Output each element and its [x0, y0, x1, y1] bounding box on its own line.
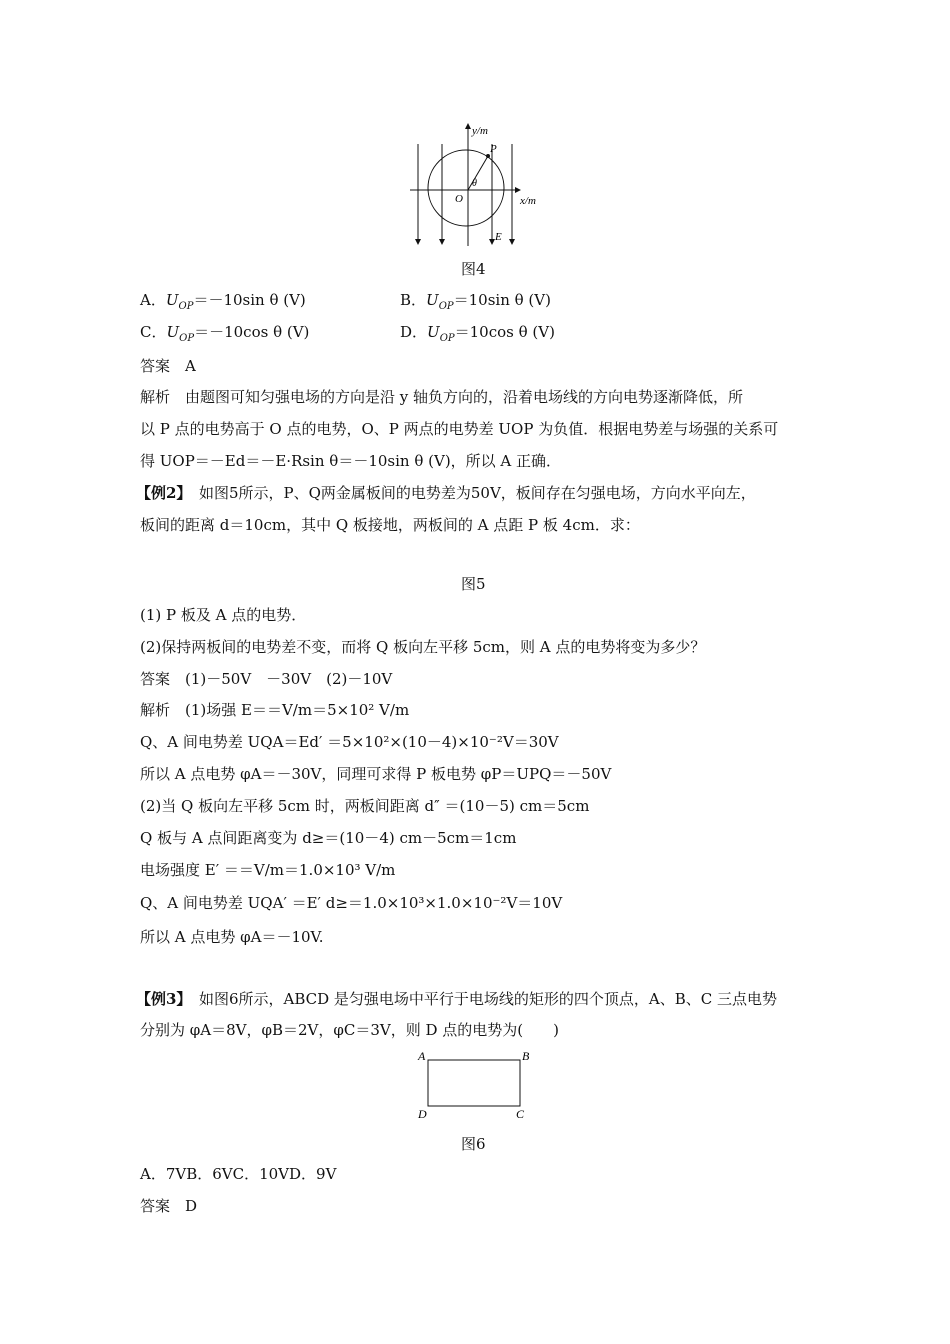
figure-4-caption: 图4 [461, 260, 486, 278]
label-p: P [490, 143, 497, 155]
figure-6-caption: 图6 [461, 1135, 486, 1153]
rectangle-abcd [428, 1060, 520, 1106]
circle [428, 150, 504, 226]
option-c: C．$U_{OP}=-10\cos$ θ (V) [140, 323, 310, 344]
ex2-line1: 【例2】 如图5所示，P、Q两金属板间的电势差为50V，板间存在匀强电场，方向水平向左， [136, 484, 756, 502]
ex2-solution7: Q、A 间电势差 UQA′ ＝E′ d≥＝1.0×10³×1.0×10⁻²V＝10V [140, 894, 563, 912]
q1-analysis-line1: 解析 由题图可知匀强电场的方向是沿 y 轴负方向的，沿着电场线的方向电势逐渐降低，所 [140, 388, 744, 406]
label-e: E [495, 231, 502, 243]
ex3-answer: 答案 D [140, 1197, 198, 1215]
ex2-answer: 答案 (1)－50V －30V (2)－10V [140, 670, 393, 688]
ex2-solution3: 所以 A 点电势 φA＝－30V，同理可求得 P 板电势 φP＝UPQ＝－50V [140, 765, 612, 783]
ex2-solution4: (2)当 Q 板向左平移 5cm 时，两板间距离 d″ ＝(10－5) cm＝5cm [140, 797, 590, 815]
vertex-d: D [418, 1107, 427, 1121]
q1-answer: 答案 A [140, 357, 196, 375]
vertex-a: A [418, 1049, 426, 1063]
option-b: B．$U_{OP}=10\sin$ θ (V) [400, 291, 551, 312]
ex2-solution8: 所以 A 点电势 φA＝－10V. [140, 928, 324, 946]
ex2-solution5: Q 板与 A 点间距离变为 d≥＝(10－4) cm－5cm＝1cm [140, 829, 517, 847]
ex3-options: A．7VB．6VC．10VD．9V [140, 1165, 337, 1183]
label-theta: θ [472, 178, 477, 189]
vertex-c: C [516, 1107, 525, 1121]
label-x: x/m [520, 195, 536, 207]
ex3-line2: 分别为 φA＝8V，φB＝2V，φC＝3V，则 D 点的电势为( ) [140, 1021, 560, 1039]
ex2-line2: 板间的距离 d＝10cm，其中 Q 板接地，两板间的 A 点距 P 板 4cm．求： [140, 516, 640, 534]
ex2-solution1: 解析 (1)场强 E＝＝V/m＝5×10² V/m [140, 701, 410, 719]
op-segment [468, 156, 488, 190]
ex2-solution2: Q、A 间电势差 UQA＝Ed′ ＝5×10²×(10－4)×10⁻²V＝30V [140, 733, 559, 751]
option-d: D．$U_{OP}=10\cos$ θ (V) [400, 323, 555, 344]
ex2-tag: 【例2】 [136, 484, 184, 502]
label-y: y/m [472, 125, 488, 137]
figure-4-diagram [400, 122, 550, 250]
ex2-solution6: 电场强度 E′ ＝＝V/m＝1.0×10³ V/m [140, 861, 396, 879]
vertex-b: B [522, 1049, 530, 1063]
ex2-question1: (1) P 板及 A 点的电势． [140, 606, 307, 624]
figure-6-diagram [414, 1048, 534, 1124]
ex2-question2: (2)保持两板间的电势差不变，而将 Q 板向左平移 5cm，则 A 点的电势将变为多少？ [140, 638, 706, 656]
q1-analysis-line3: 得 UOP＝－Ed＝－E·Rsin θ＝－10sin θ (V)，所以 A 正确． [140, 452, 562, 470]
label-o: O [455, 193, 463, 205]
ex3-line1: 【例3】 如图6所示，ABCD 是匀强电场中平行于电场线的矩形的四个顶点，A、B、C 三点电势 [136, 990, 777, 1008]
ex3-tag: 【例3】 [136, 990, 184, 1008]
figure-5-caption: 图5 [461, 575, 486, 593]
q1-analysis-line2: 以 P 点的电势高于 O 点的电势，O、P 两点的电势差 UOP 为负值．根据电势差与场强的关系可 [140, 420, 779, 438]
option-a: A．$U_{OP}=-10\sin$ θ (V) [140, 291, 306, 312]
